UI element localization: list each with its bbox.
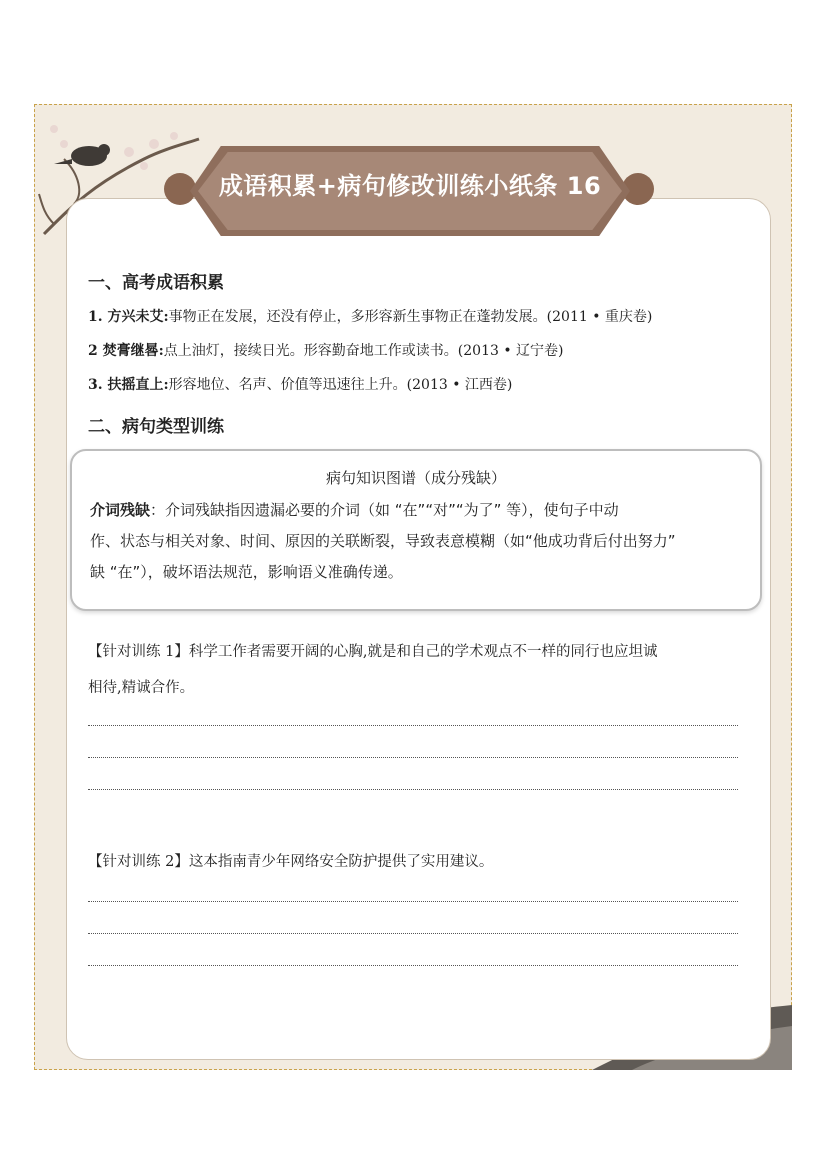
idiom-item: [88, 374, 512, 394]
idiom-term: 3. 扶摇直上:: [88, 377, 169, 393]
answer-line[interactable]: [88, 789, 738, 790]
exercise-2: [88, 844, 748, 880]
section-2-heading: 二、病句类型训练: [88, 417, 224, 437]
idiom-explain: 形容地位、名声、价值等迅速往上升。(2013 • 江西卷): [168, 377, 513, 393]
knowledge-line-1: ：介词残缺指因遗漏必要的介词（如 “在”“对”“为了” 等），使句子中动: [150, 501, 619, 519]
answer-line[interactable]: [88, 725, 738, 726]
knowledge-line-2: 作、状态与相关对象、时间、原因的关联断裂，导致表意模糊（如“他成功背后付出努力”: [90, 532, 676, 550]
answer-line[interactable]: [88, 757, 738, 758]
exercise-1-line-1: 【针对训练 1】科学工作者需要开阔的心胸,就是和自己的学术观点不一样的同行也应坦诚: [88, 644, 658, 660]
section-1-heading: 一、高考成语积累: [88, 273, 224, 293]
exercise-1: [88, 634, 748, 706]
content-panel: [66, 198, 771, 1060]
idiom-item: [88, 340, 564, 360]
knowledge-body: [90, 495, 744, 588]
idiom-item: [88, 306, 652, 326]
answer-line[interactable]: [88, 933, 738, 934]
knowledge-box: [70, 449, 762, 611]
knowledge-line-3: 缺 “在”），破坏语法规范，影响语义准确传递。: [90, 563, 403, 581]
knowledge-term: 介词残缺: [90, 501, 151, 519]
answer-line[interactable]: [88, 901, 738, 902]
idiom-explain: 事物正在发展，还没有停止，多形容新生事物正在蓬勃发展。(2011 • 重庆卷): [168, 309, 653, 325]
page-title: 成语积累+病句修改训练小纸条 16: [218, 172, 602, 200]
answer-line[interactable]: [88, 965, 738, 966]
exercise-1-line-2: 相待,精诚合作。: [88, 680, 195, 696]
knowledge-title: 病句知识图谱（成分残缺）: [325, 469, 506, 487]
idiom-term: 2 焚膏继晷:: [88, 343, 164, 359]
idiom-explain: 点上油灯，接续日光。形容勤奋地工作或读书。(2013 • 辽宁卷): [163, 343, 564, 359]
exercise-2-line-1: 【针对训练 2】这本指南青少年网络安全防护提供了实用建议。: [88, 854, 494, 870]
idiom-term: 1. 方兴未艾:: [88, 309, 169, 325]
